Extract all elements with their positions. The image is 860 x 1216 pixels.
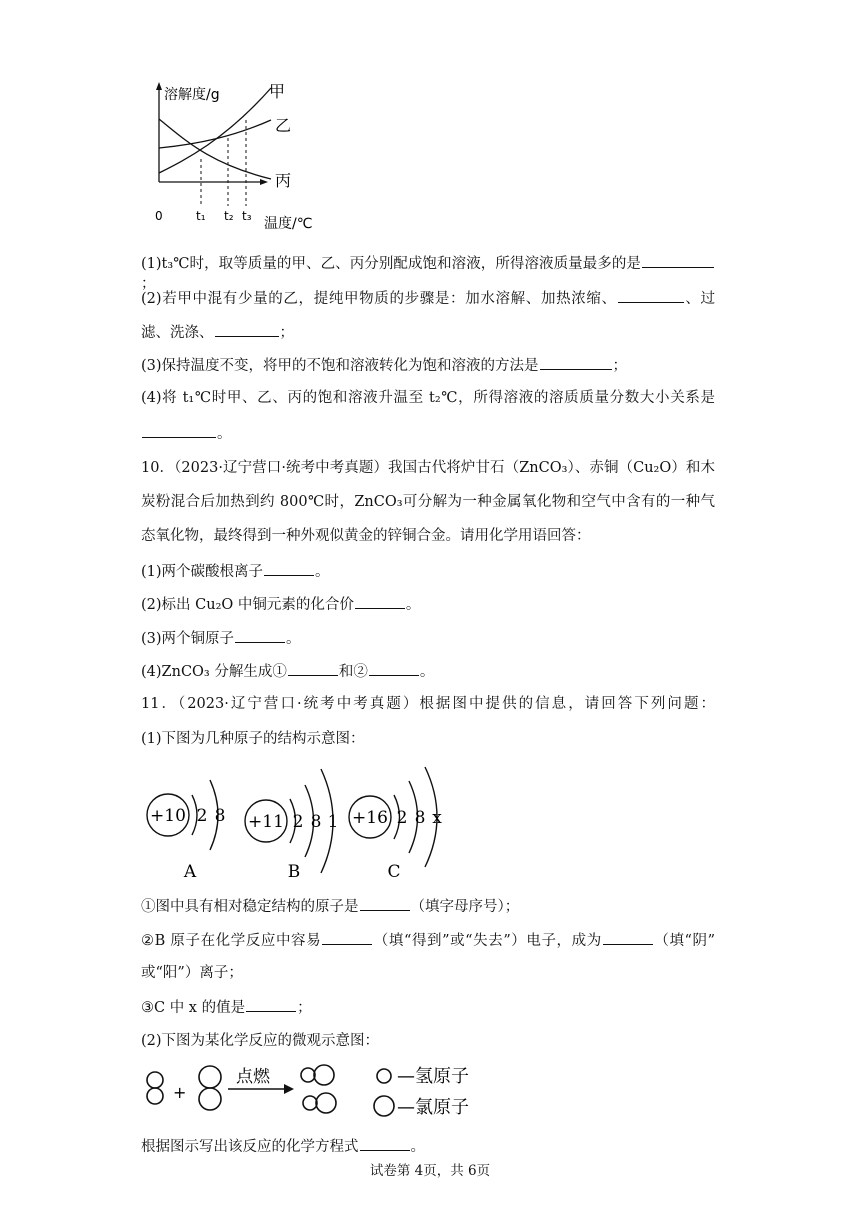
answer-blank[interactable] — [322, 930, 372, 945]
answer-blank[interactable] — [142, 423, 216, 438]
x-axis-label: 温度/℃ — [264, 216, 313, 232]
svg-text:+10: +10 — [150, 806, 186, 826]
answer-blank[interactable] — [235, 628, 285, 643]
svg-text:2: 2 — [196, 806, 208, 826]
q9-part4: (4)将 t₁℃时甲、乙、丙的饱和溶液升温至 t₂℃，所得溶液的溶质质量分数大小关系是 — [141, 390, 715, 406]
legend-hydrogen: —氢原子 — [397, 1066, 469, 1087]
q11-part2: (2)下图为某化学反应的微观示意图： — [141, 1033, 380, 1049]
svg-text:A: A — [183, 862, 197, 882]
answer-blank[interactable] — [288, 661, 338, 676]
label-jia: 甲 — [269, 82, 286, 101]
t1-label: t₁ — [196, 209, 206, 223]
atom-b — [245, 769, 338, 882]
answer-blank[interactable] — [540, 355, 612, 370]
answer-blank[interactable] — [618, 288, 684, 303]
answer-blank[interactable] — [360, 896, 410, 911]
q10-line2: 炭粉混合后加热到约 800℃时，ZnCO₃可分解为一种金属氧化物和空气中含有的一种气 — [141, 494, 715, 510]
answer-blank[interactable] — [246, 997, 296, 1012]
chlorine-atom-legend-icon — [374, 1096, 394, 1116]
hcl-molecule-2 — [303, 1093, 336, 1113]
cl2-molecule — [199, 1066, 221, 1110]
svg-text:1: 1 — [327, 812, 339, 832]
q9-part1: (1)t₃℃时，取等质量的甲、乙、丙分别配成饱和溶液，所得溶液质量最多的是； — [141, 253, 715, 294]
label-bing: 丙 — [275, 171, 292, 190]
q10-line1: 10．（2023·辽宁营口·统考中考真题）我国古代将炉甘石（ZnCO₃）、赤铜（Cu₂O）和木 — [141, 460, 715, 476]
q10-line3: 态氧化物，最终得到一种外观似黄金的锌铜合金。请用化学用语回答： — [141, 528, 591, 544]
q10-part4: (4)ZnCO₃ 分解生成① 和② 。 — [141, 661, 434, 682]
q9-part3: (3)保持温度不变，将甲的不饱和溶液转化为饱和溶液的方法是 ； — [141, 355, 627, 376]
svg-text:2: 2 — [292, 812, 304, 832]
answer-blank[interactable] — [369, 661, 419, 676]
q10-part3: (3)两个铜原子 。 — [141, 628, 301, 649]
q11-sub2-line1: ②B 原子在化学反应中容易 （填“得到”或“失去”）电子，成为 （填“阴” — [141, 930, 715, 951]
reaction-arrow — [284, 1084, 294, 1094]
answer-blank[interactable] — [603, 930, 653, 945]
svg-text:C: C — [387, 862, 401, 882]
plus-sign: + — [173, 1083, 187, 1102]
y-axis-label: 溶解度/g — [164, 87, 220, 103]
q10-part1: (1)两个碳酸根离子 。 — [141, 561, 330, 582]
label-yi: 乙 — [275, 116, 292, 135]
atom-structure-diagram — [140, 755, 480, 885]
q11-sub1: ①图中具有相对稳定结构的原子是 （填字母序号）； — [141, 896, 519, 917]
svg-text:8: 8 — [414, 808, 426, 828]
q9-part2-line2: 滤、洗涤、 ； — [141, 322, 294, 343]
reaction-diagram — [140, 1058, 510, 1122]
q10-part2: (2)标出 Cu₂O 中铜元素的化合价 。 — [141, 594, 420, 615]
origin-label: 0 — [155, 209, 163, 223]
svg-text:8: 8 — [214, 806, 226, 826]
curve-bing — [159, 119, 271, 179]
answer-blank[interactable] — [360, 1136, 410, 1151]
svg-text:B: B — [287, 862, 301, 882]
svg-text:8: 8 — [310, 812, 322, 832]
answer-blank[interactable] — [264, 561, 314, 576]
hcl-molecule-1 — [301, 1065, 334, 1085]
curve-yi — [159, 120, 271, 148]
atom-c — [349, 767, 442, 882]
answer-blank[interactable] — [355, 594, 405, 609]
svg-text:2: 2 — [396, 808, 408, 828]
svg-text:x: x — [432, 808, 442, 828]
q11-line1: 11．（2023·辽宁营口·统考中考真题）根据图中提供的信息，请回答下列问题： — [141, 696, 715, 712]
svg-text:+11: +11 — [248, 812, 284, 832]
atom-a — [147, 780, 225, 882]
answer-blank[interactable] — [215, 322, 279, 337]
q9-part2-line1: (2)若甲中混有少量的乙，提纯甲物质的步骤是：加水溶解、加热浓缩、 、过 — [141, 288, 715, 309]
q11-part2-question: 根据图示写出该反应的化学方程式 。 — [141, 1136, 425, 1157]
q9-part4-answer: 。 — [141, 423, 232, 444]
hydrogen-atom-legend-icon — [377, 1069, 391, 1083]
page-footer: 试卷第 4页，共 6页 — [369, 1163, 491, 1179]
reaction-condition: 点燃 — [236, 1067, 270, 1087]
t2-label: t₂ — [224, 209, 234, 223]
q11-sub3: ③C 中 x 的值是 ； — [141, 997, 312, 1018]
legend-chlorine: —氯原子 — [397, 1097, 469, 1118]
t3-label: t₃ — [242, 209, 252, 223]
answer-blank[interactable] — [642, 253, 714, 268]
q11-part1: (1)下图为几种原子的结构示意图： — [141, 731, 365, 747]
h2-molecule — [147, 1072, 163, 1104]
solubility-graph — [140, 78, 340, 238]
q11-sub2-line2: 或“阳”）离子； — [141, 965, 243, 981]
svg-text:+16: +16 — [352, 808, 388, 828]
